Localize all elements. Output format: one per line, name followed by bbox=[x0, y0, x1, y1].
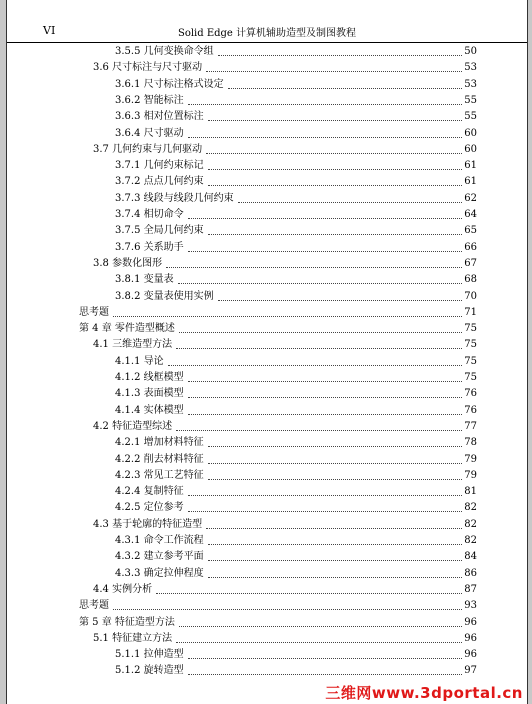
toc-leader-dots bbox=[113, 609, 462, 610]
toc-leader-dots bbox=[208, 169, 463, 170]
toc-leader-dots bbox=[188, 104, 463, 105]
toc-leader-dots bbox=[208, 185, 463, 186]
toc-entry-page: 96 bbox=[464, 632, 477, 644]
toc-entry[interactable] bbox=[115, 191, 477, 207]
toc-entry[interactable] bbox=[115, 223, 477, 239]
toc-leader-dots bbox=[188, 658, 463, 659]
toc-entry[interactable] bbox=[115, 533, 477, 549]
toc-entry-page: 70 bbox=[464, 290, 477, 302]
toc-entry-page: 79 bbox=[464, 453, 477, 465]
page-number: VI bbox=[43, 24, 56, 37]
toc-leader-dots bbox=[208, 544, 463, 545]
toc-entry[interactable] bbox=[93, 60, 477, 76]
toc-entry-page: 75 bbox=[464, 355, 477, 367]
toc-leader-dots bbox=[208, 560, 463, 561]
watermark: 三维网www.3dportal.cn bbox=[307, 682, 527, 704]
toc-entry-page: 66 bbox=[464, 241, 477, 253]
toc-entry-title: 4.1 三维造型方法 bbox=[93, 339, 173, 351]
toc-entry[interactable] bbox=[79, 598, 477, 614]
toc-leader-dots bbox=[176, 348, 462, 349]
toc-entry-title: 5.1 特征建立方法 bbox=[93, 632, 173, 644]
toc-leader-dots bbox=[208, 446, 463, 447]
toc-entry-title: 5.1.2 旋转造型 bbox=[115, 665, 184, 677]
toc-entry[interactable] bbox=[115, 403, 477, 419]
toc-entry-page: 61 bbox=[464, 160, 477, 172]
toc-entry-page: 71 bbox=[464, 306, 477, 318]
toc-entry[interactable] bbox=[115, 549, 477, 565]
toc-entry-title: 4.4 实例分析 bbox=[93, 583, 153, 595]
toc-entry-page: 81 bbox=[464, 486, 477, 498]
toc-leader-dots bbox=[188, 397, 463, 398]
toc-entry[interactable] bbox=[115, 272, 477, 288]
toc-entry[interactable] bbox=[115, 435, 477, 451]
toc-entry[interactable] bbox=[115, 484, 477, 500]
toc-entry-page: 64 bbox=[464, 209, 477, 220]
toc-entry-page: 75 bbox=[464, 323, 477, 335]
toc-entry-title: 4.1.4 实体模型 bbox=[115, 404, 184, 416]
toc-leader-dots bbox=[218, 55, 463, 56]
toc-entry[interactable] bbox=[115, 207, 477, 223]
toc-entry-page: 61 bbox=[464, 176, 477, 188]
toc-entry[interactable] bbox=[115, 44, 477, 60]
toc-leader-dots bbox=[178, 283, 463, 284]
toc-entry-page: 96 bbox=[464, 649, 477, 661]
toc-entry[interactable] bbox=[115, 663, 477, 679]
toc-entry-title: 4.3.1 命令工作流程 bbox=[115, 535, 204, 546]
toc-entry-title: 5.1.1 拉伸造型 bbox=[115, 649, 184, 661]
toc-leader-dots bbox=[188, 674, 463, 675]
toc-entry-title: 4.2 特征造型综述 bbox=[93, 420, 173, 432]
toc-leader-dots bbox=[179, 332, 462, 333]
toc-entry[interactable] bbox=[115, 77, 477, 93]
toc-entry-title: 3.8 参数化图形 bbox=[93, 257, 163, 269]
toc-entry-title: 3.7.4 相切命令 bbox=[115, 209, 184, 220]
toc-leader-dots bbox=[208, 463, 463, 464]
toc-entry-title: 3.7.6 关系助手 bbox=[115, 241, 184, 253]
toc-leader-dots bbox=[208, 577, 463, 578]
toc-leader-dots bbox=[188, 381, 463, 382]
toc-entry-page: 78 bbox=[464, 437, 477, 449]
toc-leader-dots bbox=[206, 528, 462, 529]
toc-leader-dots bbox=[188, 137, 463, 138]
toc-entry-title: 4.1.2 线框模型 bbox=[115, 372, 184, 383]
toc-entry[interactable] bbox=[93, 582, 477, 598]
toc-entry-page: 86 bbox=[464, 567, 477, 579]
toc-entry[interactable] bbox=[93, 419, 477, 435]
toc-entry[interactable] bbox=[79, 305, 477, 321]
toc-entry[interactable] bbox=[93, 256, 477, 272]
toc-entry-title: 3.6 尺寸标注与尺寸驱动 bbox=[93, 62, 203, 74]
toc-leader-dots bbox=[188, 414, 463, 415]
toc-leader-dots bbox=[166, 267, 462, 268]
toc-entry-page: 76 bbox=[464, 404, 477, 416]
toc-entry-page: 60 bbox=[464, 127, 477, 139]
toc-leader-dots bbox=[179, 626, 462, 627]
toc-entry-page: 76 bbox=[464, 388, 477, 400]
toc-entry[interactable] bbox=[115, 468, 477, 484]
toc-leader-dots bbox=[188, 511, 463, 512]
toc-entry-title: 4.2.1 增加材料特征 bbox=[115, 437, 204, 449]
toc-entry-page: 55 bbox=[464, 111, 477, 123]
toc-leader-dots bbox=[206, 71, 462, 72]
toc-entry[interactable] bbox=[115, 158, 477, 174]
toc-entry-page: 67 bbox=[464, 257, 477, 269]
toc-entry-page: 75 bbox=[464, 372, 477, 383]
toc-entry-title: 4.3.3 确定拉伸程度 bbox=[115, 567, 204, 579]
toc-entry-title: 4.2.4 复制特征 bbox=[115, 486, 184, 498]
toc-leader-dots bbox=[113, 316, 462, 317]
toc-entry-title: 4.3 基于轮廓的特征造型 bbox=[93, 518, 203, 530]
toc-entry-page: 50 bbox=[464, 46, 477, 57]
toc-entry[interactable] bbox=[79, 321, 477, 337]
toc-entry-page: 82 bbox=[464, 518, 477, 530]
toc-entry-page: 96 bbox=[464, 616, 477, 628]
toc-entry[interactable] bbox=[115, 452, 477, 468]
toc-entry-page: 84 bbox=[464, 551, 477, 563]
toc-entry-page: 53 bbox=[464, 78, 477, 90]
toc-entry-page: 62 bbox=[464, 192, 477, 204]
toc-leader-dots bbox=[208, 120, 463, 121]
toc-leader-dots bbox=[168, 365, 463, 366]
toc-leader-dots bbox=[238, 202, 463, 203]
toc-entry[interactable] bbox=[115, 289, 477, 305]
toc-entry[interactable] bbox=[115, 240, 477, 256]
toc-entry[interactable] bbox=[115, 647, 477, 663]
toc-entry-title: 4.2.3 常见工艺特征 bbox=[115, 469, 204, 481]
toc-entry-title: 4.2.5 定位参考 bbox=[115, 502, 184, 514]
toc-leader-dots bbox=[156, 593, 462, 594]
toc-entry-title: 4.1.3 表面模型 bbox=[115, 388, 184, 400]
toc-entry[interactable] bbox=[115, 500, 477, 516]
toc-leader-dots bbox=[188, 218, 463, 219]
toc-leader-dots bbox=[188, 495, 463, 496]
toc-leader-dots bbox=[208, 234, 463, 235]
toc-entry-page: 68 bbox=[464, 274, 477, 286]
toc-entry-page: 77 bbox=[464, 420, 477, 432]
toc-leader-dots bbox=[228, 88, 463, 89]
toc-entry-title: 思考题 bbox=[79, 600, 109, 612]
toc-entry[interactable] bbox=[115, 109, 477, 125]
header-title: Solid Edge 计算机辅助造型及制图教程 bbox=[177, 28, 357, 39]
toc-entry-page: 79 bbox=[464, 469, 477, 481]
toc-entry-title: 3.8.1 变量表 bbox=[115, 274, 174, 286]
toc-leader-dots bbox=[176, 430, 462, 431]
toc-entry[interactable] bbox=[115, 93, 477, 109]
toc-entry-title: 4.1.1 导论 bbox=[115, 355, 164, 367]
toc-entry[interactable] bbox=[115, 566, 477, 582]
toc-entry-page: 82 bbox=[464, 502, 477, 514]
toc-entry[interactable] bbox=[115, 370, 477, 386]
page-header bbox=[7, 18, 527, 43]
toc-entry-title: 3.7 几何约束与几何驱动 bbox=[93, 143, 203, 155]
toc-entry-title: 3.7.2 点点几何约束 bbox=[115, 176, 204, 188]
toc-entry-title: 4.2.2 削去材料特征 bbox=[115, 453, 204, 465]
toc-entry-title: 3.7.3 线段与线段几何约束 bbox=[115, 192, 234, 204]
toc-entry[interactable] bbox=[79, 615, 477, 631]
toc-entry-page: 82 bbox=[464, 535, 477, 546]
toc-entry-title: 思考题 bbox=[79, 306, 109, 318]
toc-entry[interactable] bbox=[115, 386, 477, 402]
toc-entry-title: 3.7.5 全局几何约束 bbox=[115, 225, 204, 237]
toc-leader-dots bbox=[206, 153, 462, 154]
toc-leader-dots bbox=[218, 300, 463, 301]
toc-entry-title: 3.6.3 相对位置标注 bbox=[115, 111, 204, 123]
toc-entry-page: 75 bbox=[464, 339, 477, 351]
toc-entry-page: 93 bbox=[464, 600, 477, 612]
toc-entry[interactable] bbox=[115, 174, 477, 190]
toc-entry-title: 3.8.2 变量表使用实例 bbox=[115, 290, 214, 302]
toc-entry-title: 3.6.4 尺寸驱动 bbox=[115, 127, 184, 139]
toc-leader-dots bbox=[176, 642, 462, 643]
document-page bbox=[6, 0, 528, 704]
toc-entry-page: 97 bbox=[464, 665, 477, 677]
toc-entry-title: 3.6.2 智能标注 bbox=[115, 94, 184, 106]
toc-entry[interactable] bbox=[93, 142, 477, 158]
toc-leader-dots bbox=[208, 479, 463, 480]
toc-entry-title: 第 5 章 特征造型方法 bbox=[79, 616, 175, 628]
toc-entry[interactable] bbox=[93, 631, 477, 647]
toc-entry-title: 3.6.1 尺寸标注格式设定 bbox=[115, 78, 224, 90]
toc-entry-title: 第 4 章 零件造型概述 bbox=[79, 323, 175, 335]
toc-entry-title: 3.5.5 几何变换命令组 bbox=[115, 46, 214, 57]
toc-entry-page: 65 bbox=[464, 225, 477, 237]
toc-leader-dots bbox=[188, 251, 463, 252]
toc-entry-page: 87 bbox=[464, 583, 477, 595]
toc-entry-page: 53 bbox=[464, 62, 477, 74]
toc-entry[interactable] bbox=[93, 337, 477, 353]
toc-entry-page: 60 bbox=[464, 143, 477, 155]
toc-entry-title: 4.3.2 建立参考平面 bbox=[115, 551, 204, 563]
toc-entry[interactable] bbox=[115, 126, 477, 142]
toc-entry-title: 3.7.1 几何约束标记 bbox=[115, 160, 204, 172]
toc-entry[interactable] bbox=[115, 354, 477, 370]
toc-entry[interactable] bbox=[93, 517, 477, 533]
toc-entry-page: 55 bbox=[464, 94, 477, 106]
